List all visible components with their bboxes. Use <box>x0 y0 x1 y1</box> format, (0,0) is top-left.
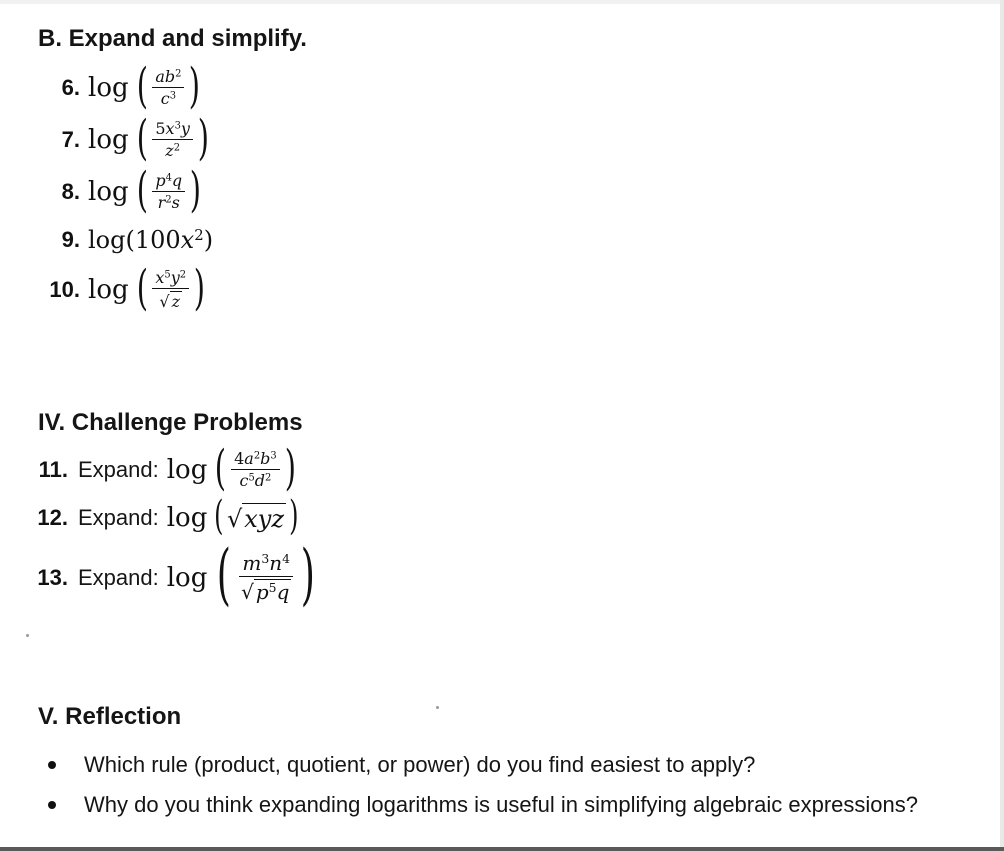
bullet-icon <box>48 761 56 769</box>
left-paren: ( <box>136 162 148 218</box>
denominator: $c^5d^2$ <box>239 471 272 490</box>
log-function: log <box>88 177 129 207</box>
scan-edge-bottom <box>0 847 1004 851</box>
problem-6 <box>0 58 204 114</box>
scan-edge-right <box>1000 0 1004 851</box>
bullet-icon <box>48 801 56 809</box>
denominator <box>156 289 185 311</box>
expression: $\log(100x^2)$ <box>88 225 214 254</box>
right-paren: ) <box>193 260 206 316</box>
log-function: log <box>88 275 129 305</box>
denominator: $c^3$ <box>160 89 177 108</box>
problem-10 <box>0 260 209 316</box>
fraction <box>238 552 294 604</box>
reflection-item <box>48 752 755 778</box>
scan-speck <box>436 706 439 709</box>
problem-number: 6. <box>61 75 80 100</box>
left-paren: ( <box>215 440 227 496</box>
problem-number: 13. <box>37 565 68 590</box>
numerator: $x^5y^2$ <box>152 269 189 289</box>
problem-13 <box>0 536 321 613</box>
numerator: $m^3n^4$ <box>239 552 293 577</box>
fraction <box>152 269 189 312</box>
section-b-heading: B. Expand and simplify. <box>38 25 307 52</box>
problem-12 <box>0 493 302 539</box>
problem-number: 9. <box>61 227 80 252</box>
right-paren: ) <box>284 440 296 496</box>
scan-speck <box>26 634 29 637</box>
denominator: $z^2$ <box>165 141 181 160</box>
left-paren: ( <box>136 110 148 166</box>
denominator <box>238 577 294 604</box>
reflection-text: Which rule (product, quotient, or power) do you find easiest to apply? <box>84 752 756 777</box>
log-function: log <box>166 503 208 533</box>
log-function: log <box>166 563 208 593</box>
denominator: $r^2s$ <box>157 193 180 212</box>
problem-8 <box>0 162 205 218</box>
fraction <box>152 172 185 213</box>
problem-11 <box>0 440 299 496</box>
numerator: $4a^2b^3$ <box>231 450 280 470</box>
right-paren: ) <box>301 536 316 613</box>
fraction <box>152 68 184 109</box>
log-function: log <box>166 455 208 485</box>
section-v-heading: V. Reflection <box>38 703 182 730</box>
numerator: $5x^3y$ <box>152 120 193 140</box>
section-iv-heading: IV. Challenge Problems <box>38 409 303 436</box>
problem-number: 12. <box>37 505 68 530</box>
problem-number: 7. <box>61 127 80 152</box>
right-paren: ) <box>289 493 299 539</box>
right-paren: ) <box>197 110 209 166</box>
numerator: $p^4q$ <box>152 172 185 192</box>
square-root: √ xyz <box>226 505 285 533</box>
expand-label: Expand: <box>78 565 159 590</box>
right-paren: ) <box>189 58 201 114</box>
left-paren: ( <box>136 58 148 114</box>
square-root: √ $p^5q$ <box>241 580 290 604</box>
log-function: log <box>88 73 129 103</box>
fraction <box>231 450 280 491</box>
problem-number: 8. <box>61 179 80 204</box>
expand-label: Expand: <box>78 457 159 482</box>
log-function: log <box>88 125 129 155</box>
left-paren: ( <box>217 536 232 613</box>
scan-edge-top <box>0 0 1004 4</box>
problem-7 <box>0 110 213 166</box>
problem-9 <box>0 226 213 254</box>
numerator: $ab^2$ <box>152 68 184 88</box>
left-paren: ( <box>136 260 148 316</box>
expand-label: Expand: <box>78 505 159 530</box>
square-root: √ z <box>159 292 181 311</box>
problem-number: 10. <box>49 277 80 302</box>
problem-number: 11. <box>38 457 68 482</box>
right-paren: ) <box>189 162 202 218</box>
reflection-item <box>48 792 918 818</box>
fraction <box>152 120 193 161</box>
reflection-text: Why do you think expanding logarithms is useful in simplifying algebraic expressions? <box>84 792 918 817</box>
left-paren: ( <box>214 493 224 539</box>
